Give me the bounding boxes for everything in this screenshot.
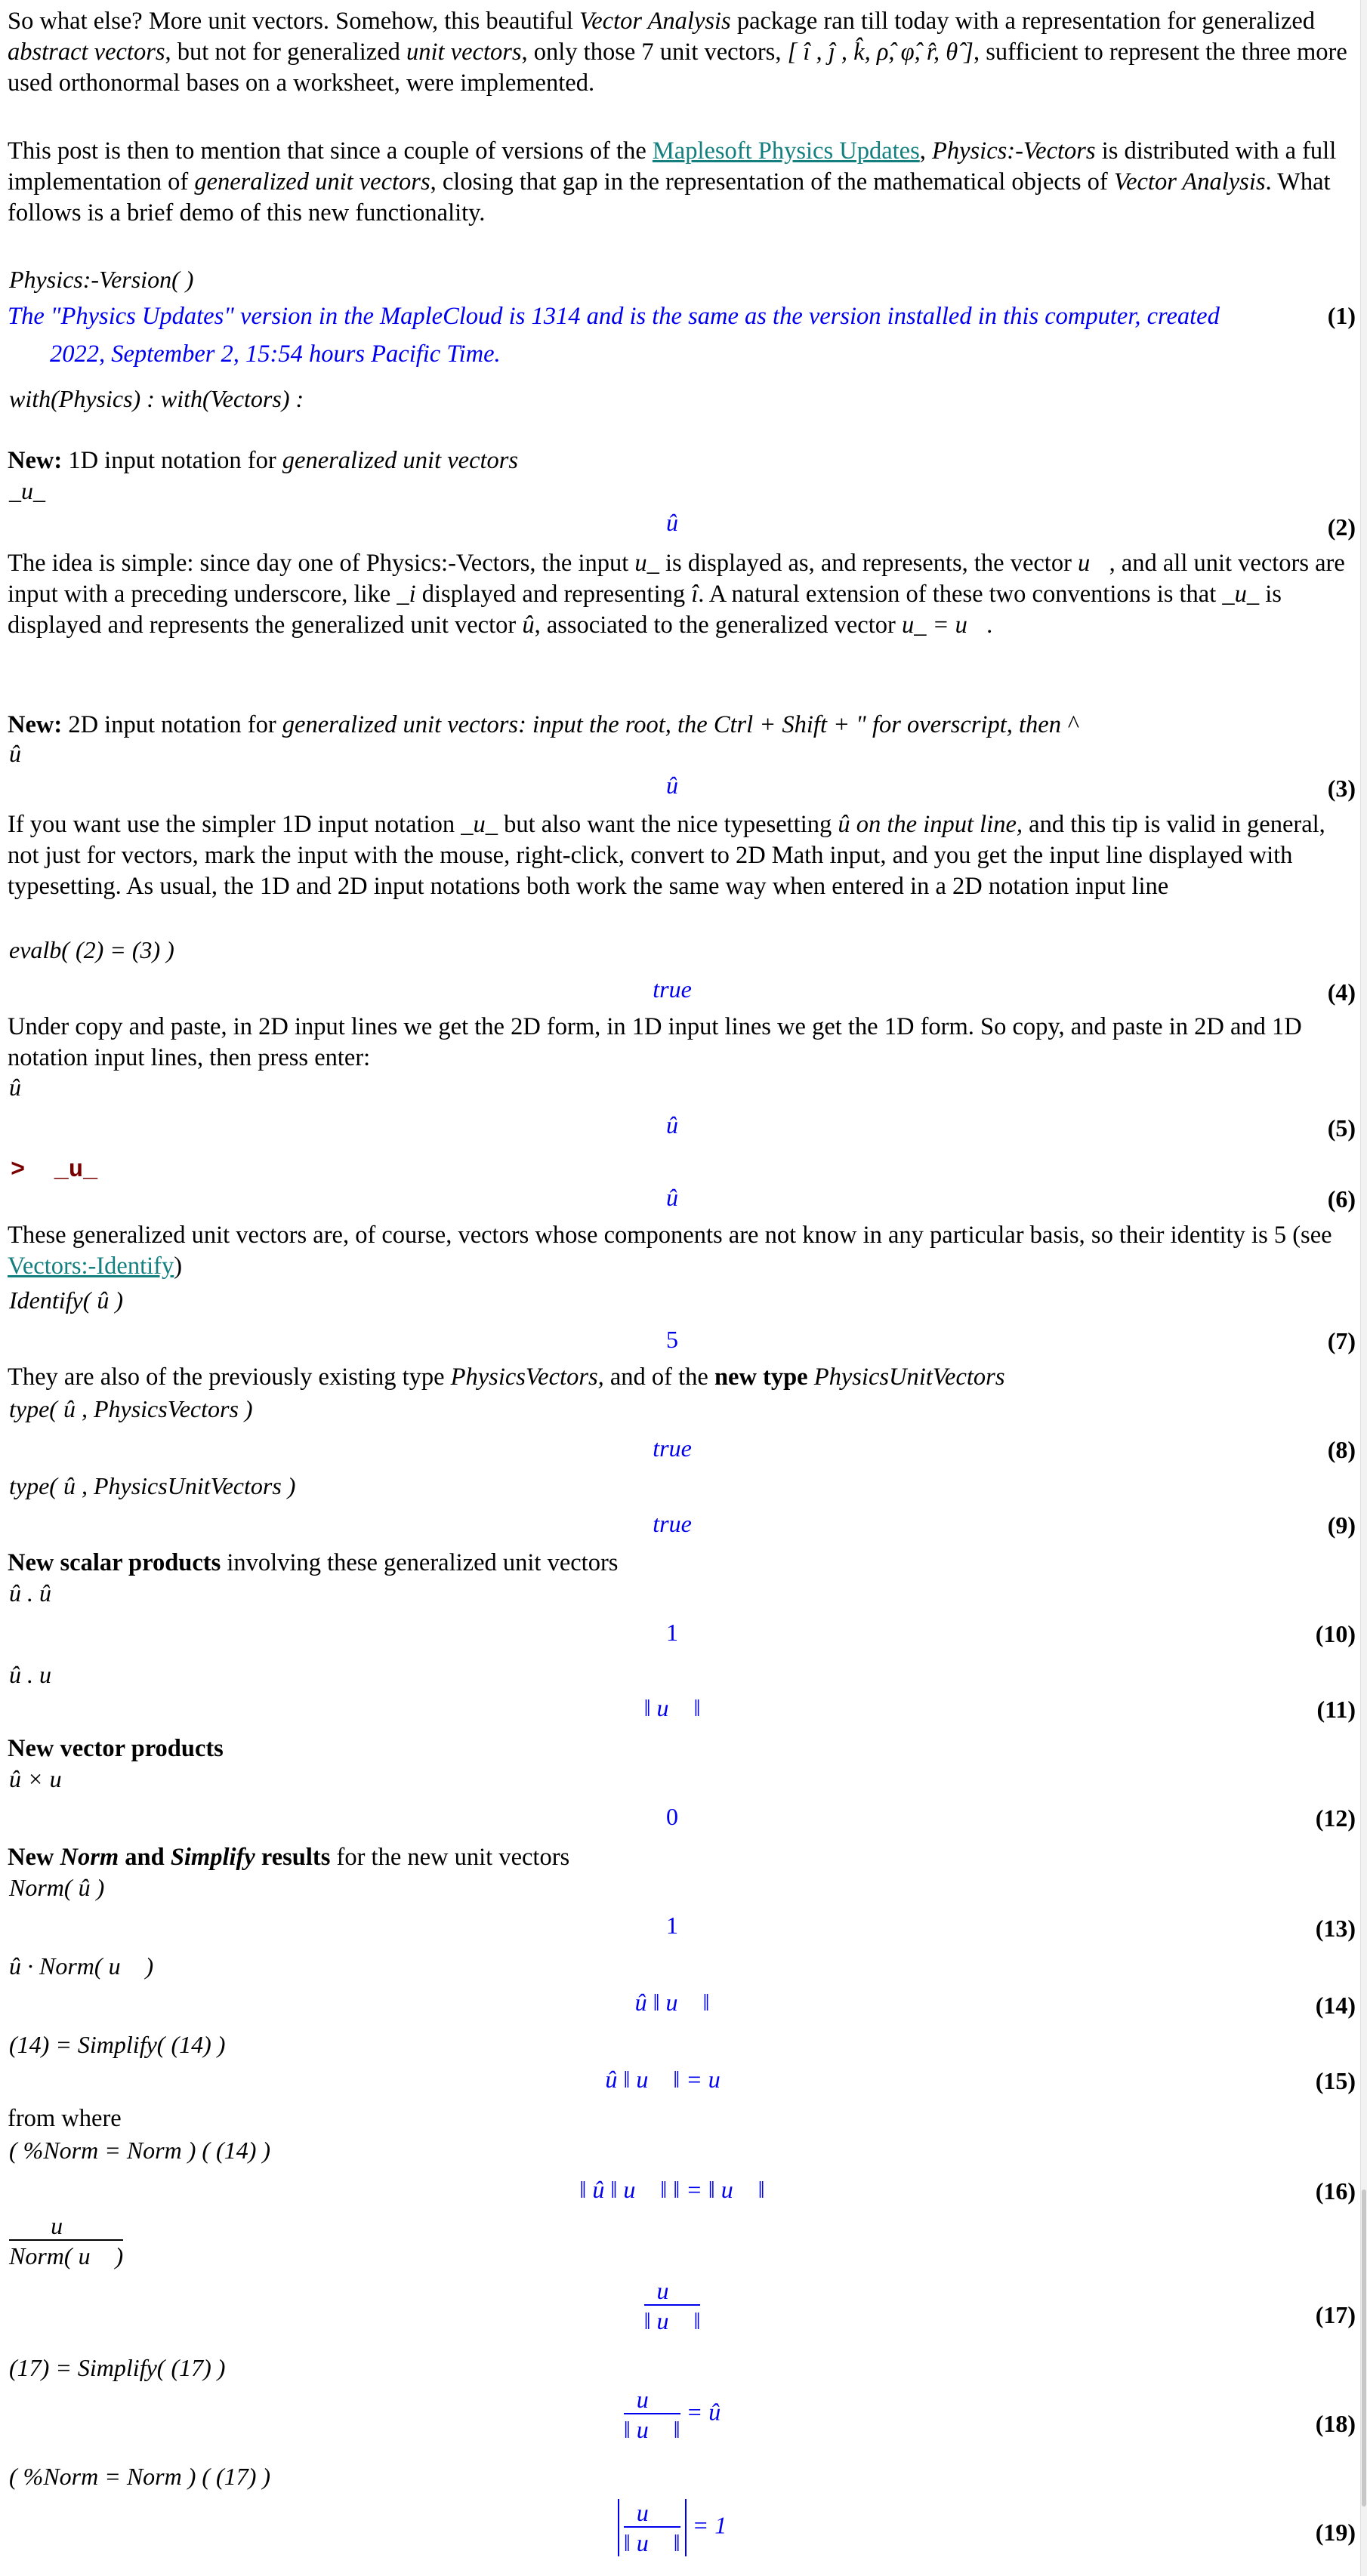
equation-label-3: (3) [1327, 775, 1356, 802]
scrollbar-thumb[interactable] [1362, 2189, 1366, 2507]
output-9: true [653, 1510, 692, 1537]
output-6: û [666, 1184, 678, 1211]
equation-label-9: (9) [1327, 1511, 1356, 1539]
equation-label-17: (17) [1315, 2301, 1356, 2328]
equation-label-10: (10) [1315, 1620, 1356, 1647]
equation-label-7: (7) [1327, 1327, 1356, 1354]
output-5: û [666, 1111, 678, 1139]
equation-label-2: (2) [1327, 513, 1356, 541]
idea-paragraph: The idea is simple: since day one of Physics:-Vectors, the input u_ is displayed as, and represents, the vector u⃗, and all unit vectors are input with a preceding underscore, like _i displayed and representing î. A natural extension of these two conventions is that _u_ is displayed and represents the generalized unit vector û, associated to the generalized vector u_ = u⃗. [8, 550, 1345, 639]
u-1d-input[interactable]: _u_ [9, 477, 45, 504]
unit-vector-list: [ î , ĵ , k̂, ρ̂, φ̂, r̂, θ̂ ] [787, 39, 974, 66]
equation-label-15: (15) [1315, 2067, 1356, 2094]
fraction-input[interactable] [9, 2212, 123, 2269]
maple-prompt[interactable] [11, 1155, 97, 1185]
output-3: û [666, 772, 678, 799]
section-new-2d: New: 2D input notation for generalized unit vectors: input the root, the Ctrl + Shift + " for overscript, then ^ [8, 711, 1078, 738]
paste-input[interactable]: û [9, 1074, 21, 1101]
unit-times-norm-input[interactable]: û · Norm( u⃗ ) [9, 1952, 154, 1980]
equation-label-6: (6) [1327, 1185, 1356, 1213]
type-physicsvectors-input[interactable]: type( û , PhysicsVectors ) [9, 1395, 253, 1422]
percent-norm-14-input[interactable]: ( %Norm = Norm ) ( (14) ) [9, 2137, 270, 2164]
equation-label-16: (16) [1315, 2177, 1356, 2205]
vectors-identify-link[interactable]: Vectors:-Identify [8, 1253, 174, 1280]
output-11: ‖ u⃗ ‖ [643, 1694, 701, 1721]
dot-product-unit-input[interactable]: û . û [9, 1579, 51, 1607]
equation-label-14: (14) [1315, 1992, 1356, 2019]
type-paragraph: They are also of the previously existing type PhysicsVectors, and of the new type PhysicsUnitVectors [8, 1363, 1005, 1391]
copy-paste-paragraph: Under copy and paste, in 2D input lines we get the 2D form, in 1D input lines we get the 1D form. So copy, and paste in 2D and 1D notation input lines, then press enter: [8, 1013, 1302, 1071]
output-7: 5 [666, 1326, 678, 1353]
tip-paragraph: If you want use the simpler 1D input notation _u_ but also want the nice typesetting û on the input line, and this tip is valid in general, not just for vectors, mark the input with the mouse, right-click, convert to 2D Math input, and you get the input line displayed with typesetting. As usual, the 1D and 2D input notations both work the same way when entered in a 2D notation input line [8, 811, 1325, 900]
section-new-1d: New: 1D input notation for generalized unit vectors [8, 447, 519, 474]
equation-label-1: (1) [1327, 302, 1356, 329]
output-17: $\frac{u⃗}{‖ u⃗ ‖}$ [643, 2277, 701, 2334]
output-16: ‖ û ‖ u⃗ ‖ ‖ = ‖ u⃗ ‖ [579, 2176, 765, 2203]
section-vector-products: New vector products [8, 1735, 224, 1762]
maplesoft-physics-updates-link[interactable]: Maplesoft Physics Updates [652, 137, 920, 165]
evalb-input[interactable]: evalb( (2) = (3) ) [9, 936, 174, 963]
prompt-symbol: > [11, 1156, 26, 1184]
equation-label-12: (12) [1315, 1804, 1356, 1832]
simplify-17-input[interactable]: (17) = Simplify( (17) ) [9, 2354, 226, 2381]
u-2d-input[interactable]: û [9, 740, 21, 767]
norm-input[interactable]: Norm( û ) [9, 1874, 105, 1901]
equation-label-4: (4) [1327, 978, 1356, 1006]
fraction: $\frac{u⃗}{\text{Norm( u⃗ )}}$ [9, 2212, 124, 2269]
section-norm-simplify: New Norm and Simplify results for the new unit vectors [8, 1844, 570, 1871]
with-physics-input[interactable]: with(Physics) : with(Vectors) : [9, 385, 304, 412]
equation-label-13: (13) [1315, 1915, 1356, 1942]
output-4: true [653, 975, 692, 1003]
maple-worksheet[interactable] [8, 0, 1356, 2576]
output-2: û [666, 509, 678, 536]
output-10: 1 [666, 1619, 678, 1646]
output-19: $\frac{u⃗}{‖ u⃗ ‖}$ = 1 [8, 2499, 1337, 2556]
percent-norm-17-input[interactable]: ( %Norm = Norm ) ( (17) ) [9, 2463, 270, 2490]
section-scalar-products: New scalar products involving these generalized unit vectors [8, 1549, 619, 1576]
dot-product-vector-input[interactable]: û . u⃗ [9, 1661, 70, 1688]
output-13: 1 [666, 1912, 678, 1939]
type-physicsunitvectors-input[interactable]: type( û , PhysicsUnitVectors ) [9, 1472, 296, 1499]
equation-label-11: (11) [1316, 1696, 1356, 1723]
output-15: û ‖ u⃗ ‖ = u⃗ [605, 2066, 739, 2093]
prompt-code[interactable]: _u_ [54, 1156, 98, 1184]
output-8: true [653, 1434, 692, 1462]
output-12: 0 [666, 1803, 678, 1830]
output-18: $\frac{u⃗}{‖ u⃗ ‖}$ = û [623, 2386, 721, 2443]
output-14: û ‖ u⃗ ‖ [634, 1989, 710, 2016]
equation-label-8: (8) [1327, 1436, 1356, 1463]
version-input[interactable]: Physics:-Version( ) [9, 266, 194, 293]
identity-paragraph: These generalized unit vectors are, of course, vectors whose components are not know in any particular basis, so their identity is 5 (see Vectors:-Identify) [8, 1222, 1332, 1280]
simplify-14-input[interactable]: (14) = Simplify( (14) ) [9, 2031, 226, 2058]
intro-paragraph-2: This post is then to mention that since a couple of versions of the Maplesoft Physics Updates, Physics:-Vectors is distributed with a full implementation of generalized unit vectors, closing that gap in the representation of the mathematical objects of Vector Analysis. What follows is a brief demo of this new functionality. [8, 137, 1337, 226]
vertical-scrollbar[interactable] [1360, 0, 1367, 2576]
equation-label-5: (5) [1327, 1114, 1356, 1142]
equation-label-18: (18) [1315, 2410, 1356, 2437]
equation-label-19: (19) [1315, 2519, 1356, 2546]
version-output: The "Physics Updates" version in the MapleCloud is 1314 and is the same as the version installed in this computer, created 2022, September 2, 15:54 hours Pacific Time. [8, 303, 1220, 368]
intro-paragraph-1: So what else? More unit vectors. Somehow, this beautiful Vector Analysis package ran till today with a representation for generalized abstract vectors, but not for generalized unit vectors, only those 7 unit vectors, [ î , ĵ , k̂, ρ̂, φ̂, r̂, θ̂ ], sufficient to represent the three more used orthonormal bases on a worksheet, were implemented. [8, 8, 1347, 97]
from-where-text: from where [8, 2105, 122, 2132]
identify-input[interactable]: Identify( û ) [9, 1286, 124, 1314]
cross-product-input[interactable]: û × u⃗ [9, 1765, 81, 1792]
